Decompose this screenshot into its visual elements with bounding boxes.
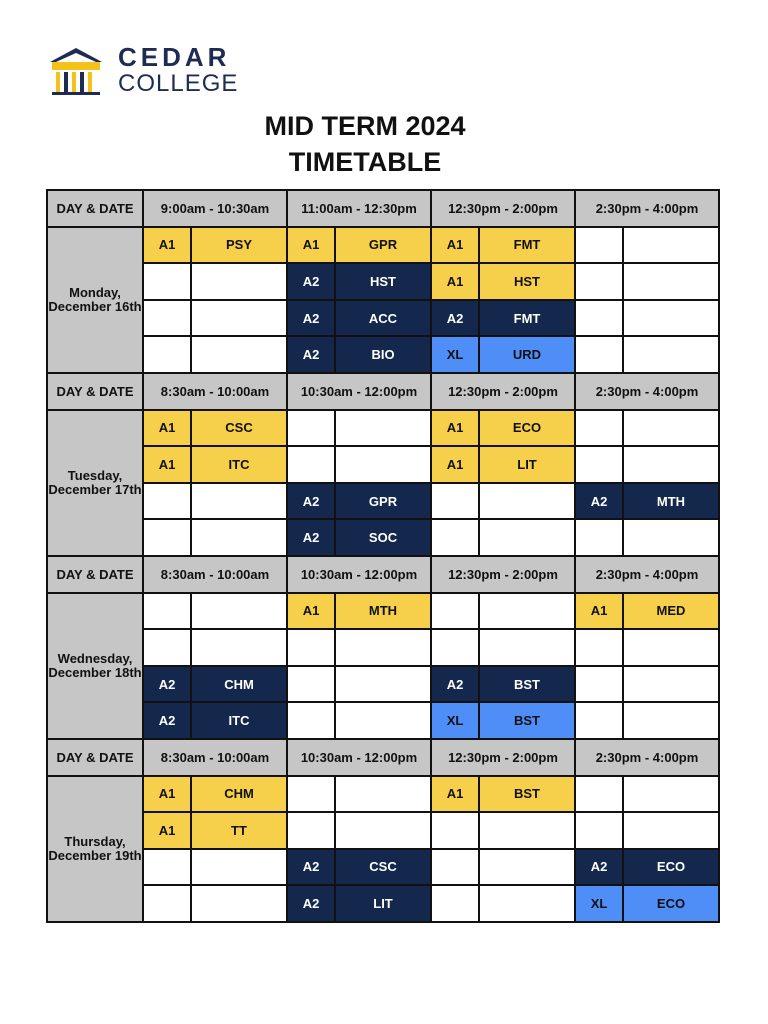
- level-cell: [431, 812, 479, 849]
- subject-cell: [191, 519, 287, 556]
- exam-row: [47, 776, 719, 813]
- subject-cell: [191, 629, 287, 666]
- level-cell: XL: [431, 336, 479, 373]
- level-cell: A1: [575, 593, 623, 630]
- level-cell: A1: [143, 776, 191, 813]
- level-cell: [143, 849, 191, 886]
- subject-cell: URD: [479, 336, 575, 373]
- subject-cell: LIT: [479, 446, 575, 483]
- logo-name-line2: COLLEGE: [118, 70, 239, 97]
- subject-cell: [623, 446, 719, 483]
- subject-cell: [623, 519, 719, 556]
- level-cell: A2: [287, 300, 335, 337]
- subject-cell: GPR: [335, 483, 431, 520]
- level-cell: [143, 300, 191, 337]
- header-row: [47, 739, 719, 776]
- level-cell: A2: [287, 849, 335, 886]
- subject-cell: [479, 593, 575, 630]
- level-cell: [575, 446, 623, 483]
- day-cell: [47, 776, 143, 922]
- day-date: December 16th: [48, 298, 142, 314]
- subject-cell: CHM: [191, 776, 287, 813]
- level-cell: [143, 263, 191, 300]
- exam-row: [47, 629, 719, 666]
- exam-row: [47, 666, 719, 703]
- exam-row: [47, 812, 719, 849]
- time-slot-header: 12:30pm - 2:00pm: [431, 373, 575, 410]
- exam-row: [47, 483, 719, 520]
- time-slot-header: 2:30pm - 4:00pm: [575, 373, 719, 410]
- time-slot-header: 2:30pm - 4:00pm: [575, 739, 719, 776]
- time-slot-header: 2:30pm - 4:00pm: [575, 556, 719, 593]
- level-cell: [575, 702, 623, 739]
- subject-cell: TT: [191, 812, 287, 849]
- level-cell: [575, 227, 623, 264]
- level-cell: A1: [143, 227, 191, 264]
- time-slot-header: 8:30am - 10:00am: [143, 556, 287, 593]
- level-cell: [431, 483, 479, 520]
- day-name: Tuesday,: [67, 467, 123, 483]
- subject-cell: CSC: [335, 849, 431, 886]
- time-slot-header: 12:30pm - 2:00pm: [431, 556, 575, 593]
- level-cell: [575, 666, 623, 703]
- subject-cell: GPR: [335, 227, 431, 264]
- level-cell: [575, 336, 623, 373]
- subject-cell: [623, 629, 719, 666]
- exam-row: [47, 849, 719, 886]
- subject-cell: BST: [479, 776, 575, 813]
- title-line2: TIMETABLE: [288, 147, 442, 177]
- level-cell: [575, 812, 623, 849]
- subject-cell: [191, 263, 287, 300]
- subject-cell: MTH: [335, 593, 431, 630]
- time-slot-header: 8:30am - 10:00am: [143, 739, 287, 776]
- subject-cell: [623, 263, 719, 300]
- level-cell: [431, 519, 479, 556]
- subject-cell: CHM: [191, 666, 287, 703]
- timetable-body: [47, 190, 719, 922]
- level-cell: [287, 702, 335, 739]
- subject-cell: FMT: [479, 227, 575, 264]
- subject-cell: SOC: [335, 519, 431, 556]
- level-cell: A1: [143, 812, 191, 849]
- subject-cell: BST: [479, 666, 575, 703]
- time-slot-header: 10:30am - 12:00pm: [287, 373, 431, 410]
- level-cell: XL: [575, 885, 623, 922]
- subject-cell: MTH: [623, 483, 719, 520]
- subject-cell: [335, 666, 431, 703]
- day-cell: [47, 410, 143, 556]
- subject-cell: [335, 702, 431, 739]
- subject-cell: [191, 300, 287, 337]
- level-cell: A2: [143, 666, 191, 703]
- exam-row: [47, 446, 719, 483]
- level-cell: A1: [287, 593, 335, 630]
- subject-cell: [479, 885, 575, 922]
- level-cell: XL: [431, 702, 479, 739]
- level-cell: A1: [431, 776, 479, 813]
- subject-cell: HST: [335, 263, 431, 300]
- exam-row: [47, 336, 719, 373]
- subject-cell: LIT: [335, 885, 431, 922]
- level-cell: [287, 776, 335, 813]
- level-cell: [431, 593, 479, 630]
- timetable: [46, 189, 720, 923]
- level-cell: A1: [431, 227, 479, 264]
- subject-cell: [623, 812, 719, 849]
- day-name: Wednesday,: [57, 650, 133, 666]
- time-slot-header: 12:30pm - 2:00pm: [431, 190, 575, 227]
- level-cell: A2: [575, 849, 623, 886]
- level-cell: A2: [287, 885, 335, 922]
- level-cell: A1: [431, 446, 479, 483]
- time-slot-header: 2:30pm - 4:00pm: [575, 190, 719, 227]
- subject-cell: [479, 629, 575, 666]
- level-cell: [143, 593, 191, 630]
- page-title: [0, 108, 730, 180]
- subject-cell: [623, 336, 719, 373]
- level-cell: [431, 849, 479, 886]
- day-name: Monday,: [69, 284, 121, 300]
- level-cell: [287, 666, 335, 703]
- level-cell: [431, 629, 479, 666]
- level-cell: [575, 519, 623, 556]
- subject-cell: FMT: [479, 300, 575, 337]
- subject-cell: ITC: [191, 702, 287, 739]
- subject-cell: PSY: [191, 227, 287, 264]
- subject-cell: [479, 519, 575, 556]
- exam-row: [47, 702, 719, 739]
- day-cell: [47, 227, 143, 373]
- exam-row: [47, 227, 719, 264]
- subject-cell: [623, 300, 719, 337]
- level-cell: [287, 410, 335, 447]
- exam-row: [47, 593, 719, 630]
- level-cell: [143, 336, 191, 373]
- subject-cell: ACC: [335, 300, 431, 337]
- level-cell: A2: [287, 519, 335, 556]
- time-slot-header: 9:00am - 10:30am: [143, 190, 287, 227]
- header-row: [47, 556, 719, 593]
- subject-cell: [191, 849, 287, 886]
- level-cell: [143, 519, 191, 556]
- level-cell: A2: [431, 300, 479, 337]
- subject-cell: BST: [479, 702, 575, 739]
- level-cell: A1: [287, 227, 335, 264]
- subject-cell: HST: [479, 263, 575, 300]
- logo-name-line1: CEDAR: [118, 42, 231, 72]
- subject-cell: [191, 336, 287, 373]
- subject-cell: BIO: [335, 336, 431, 373]
- subject-cell: [191, 593, 287, 630]
- day-cell: [47, 593, 143, 739]
- level-cell: A2: [287, 263, 335, 300]
- exam-row: [47, 263, 719, 300]
- title-line1: MID TERM 2024: [264, 111, 466, 141]
- level-cell: A1: [431, 263, 479, 300]
- level-cell: A2: [575, 483, 623, 520]
- header-row: [47, 190, 719, 227]
- level-cell: A1: [431, 410, 479, 447]
- time-slot-header: 11:00am - 12:30pm: [287, 190, 431, 227]
- level-cell: [143, 885, 191, 922]
- level-cell: [143, 629, 191, 666]
- exam-row: [47, 300, 719, 337]
- day-date: December 19th: [48, 847, 142, 863]
- level-cell: [575, 629, 623, 666]
- subject-cell: [335, 629, 431, 666]
- subject-cell: [335, 410, 431, 447]
- day-date: December 18th: [48, 664, 142, 680]
- day-date-header: DAY & DATE: [47, 373, 143, 410]
- subject-cell: [479, 849, 575, 886]
- subject-cell: [479, 812, 575, 849]
- level-cell: A2: [431, 666, 479, 703]
- level-cell: [575, 410, 623, 447]
- subject-cell: [335, 776, 431, 813]
- subject-cell: ITC: [191, 446, 287, 483]
- subject-cell: [623, 702, 719, 739]
- subject-cell: [191, 483, 287, 520]
- subject-cell: [479, 483, 575, 520]
- subject-cell: [623, 776, 719, 813]
- level-cell: A1: [143, 446, 191, 483]
- subject-cell: ECO: [623, 885, 719, 922]
- subject-cell: CSC: [191, 410, 287, 447]
- subject-cell: [623, 666, 719, 703]
- day-date-header: DAY & DATE: [47, 190, 143, 227]
- time-slot-header: 12:30pm - 2:00pm: [431, 739, 575, 776]
- level-cell: A2: [287, 336, 335, 373]
- level-cell: [287, 812, 335, 849]
- level-cell: [143, 483, 191, 520]
- time-slot-header: 8:30am - 10:00am: [143, 373, 287, 410]
- exam-row: [47, 885, 719, 922]
- subject-cell: [335, 446, 431, 483]
- level-cell: [575, 776, 623, 813]
- cedar-pillar-icon: [46, 44, 106, 96]
- day-date-header: DAY & DATE: [47, 556, 143, 593]
- day-date-header: DAY & DATE: [47, 739, 143, 776]
- subject-cell: ECO: [623, 849, 719, 886]
- level-cell: A2: [143, 702, 191, 739]
- level-cell: [575, 300, 623, 337]
- time-slot-header: 10:30am - 12:00pm: [287, 739, 431, 776]
- header-row: [47, 373, 719, 410]
- level-cell: A1: [143, 410, 191, 447]
- subject-cell: [335, 812, 431, 849]
- subject-cell: [623, 410, 719, 447]
- subject-cell: [191, 885, 287, 922]
- subject-cell: [623, 227, 719, 264]
- subject-cell: ECO: [479, 410, 575, 447]
- level-cell: [431, 885, 479, 922]
- time-slot-header: 10:30am - 12:00pm: [287, 556, 431, 593]
- level-cell: [575, 263, 623, 300]
- exam-row: [47, 410, 719, 447]
- level-cell: [287, 629, 335, 666]
- day-date: December 17th: [48, 481, 142, 497]
- college-logo: [46, 44, 238, 96]
- level-cell: [287, 446, 335, 483]
- day-name: Thursday,: [64, 833, 126, 849]
- subject-cell: MED: [623, 593, 719, 630]
- exam-row: [47, 519, 719, 556]
- level-cell: A2: [287, 483, 335, 520]
